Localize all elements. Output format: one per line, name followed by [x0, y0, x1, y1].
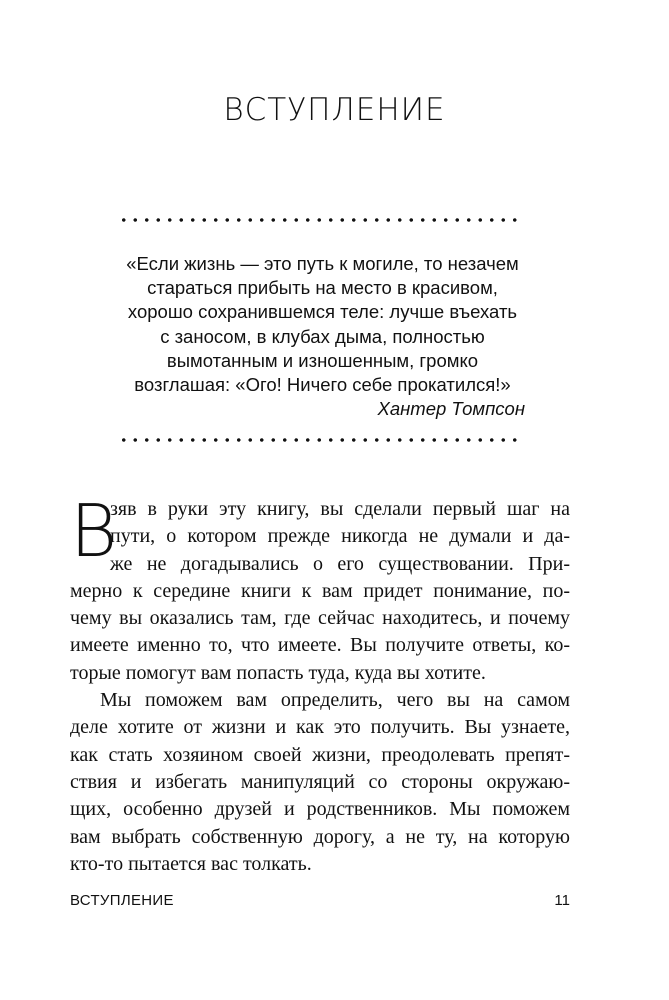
body-line: чему вы оказались там, где сейчас находитесь, и почему — [70, 607, 570, 630]
epigraph-line: хорошо сохранившемся теле: лучше въехать — [127, 301, 518, 323]
body-line: ствия и избегать манипуляций со стороны окружаю- — [70, 770, 570, 793]
body-text — [70, 489, 570, 878]
body-line: деле хотите от жизни и как это получить. Вы узнаете, — [70, 716, 570, 739]
body-line: имеете именно то, что имеете. Вы получите ответы, ко- — [70, 634, 570, 657]
page-number: 11 — [554, 892, 570, 909]
dotted-divider-bottom — [118, 436, 518, 444]
drop-cap: В — [70, 489, 118, 573]
body-line: как стать хозяином своей жизни, преодолевать препят- — [70, 743, 570, 766]
body-line: торые помогут вам попасть туда, куда вы хотите. — [70, 661, 486, 684]
epigraph-line: вымотанным и изношенным, громко — [166, 349, 479, 371]
body-line: пути, о котором прежде никогда не думали и да- — [110, 525, 570, 548]
paragraph-1 — [70, 489, 570, 687]
epigraph-line: с заносом, в клубах дыма, полностью — [160, 325, 485, 347]
epigraph-author: Хантер Томпсон — [377, 398, 525, 420]
epigraph-line: «Если жизнь — это путь к могиле, то незачем — [126, 253, 519, 274]
running-footer-title: ВСТУПЛЕНИЕ — [70, 892, 174, 909]
dotted-divider-top — [118, 216, 518, 224]
body-line: щих, особенно друзей и родственников. Мы поможем — [70, 798, 570, 821]
body-line: вам выбрать собственную дорогу, а не ту, на которую — [70, 825, 570, 848]
body-line: зяв в руки эту книгу, вы сделали первый шаг на — [110, 498, 570, 520]
body-line: кто-то пытается вас толкать. — [70, 852, 312, 875]
chapter-title: ВСТУПЛЕНИЕ — [223, 92, 446, 128]
paragraph-2 — [70, 687, 570, 878]
epigraph — [100, 252, 545, 421]
epigraph-line: возглашая: «Ого! Ничего себе прокатился!» — [134, 374, 511, 396]
body-line: Мы поможем вам определить, чего вы на самом — [100, 689, 570, 712]
body-line: же не догадывались о его существовании. При- — [110, 552, 570, 575]
body-line: мерно к середине книги к вам придет понимание, по- — [70, 579, 570, 602]
epigraph-line: стараться прибыть на место в красивом, — [147, 277, 498, 299]
